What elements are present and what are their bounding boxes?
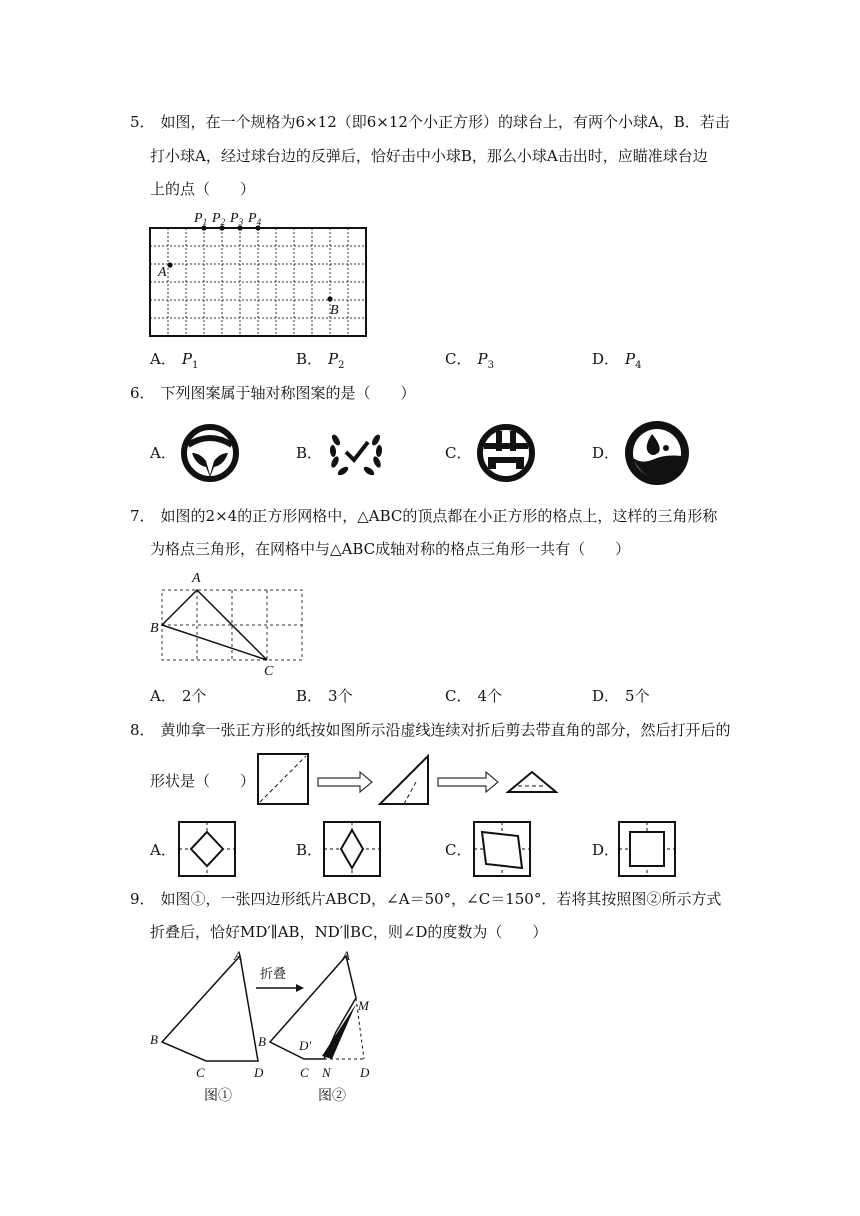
q7-number: 7． xyxy=(130,507,155,525)
q5-number: 5． xyxy=(130,113,155,131)
q6-line1 xyxy=(130,383,416,403)
q8-text-line1: 黄帅拿一张正方形的纸按如图所示沿虚线连续对折后剪去带直角的部分，然后打开后的 xyxy=(160,721,731,739)
ball-a-label: A xyxy=(158,265,167,280)
q7-line2: 为格点三角形，在网格中与△ABC成轴对称的格点三角形一共有（ ） xyxy=(150,540,631,558)
q9-fold-figure xyxy=(146,948,378,1108)
q7-option-b[interactable]: B． 3个 xyxy=(296,687,353,705)
circle-grid-logo-icon xyxy=(476,423,536,483)
q8-folding-process-figure xyxy=(256,752,560,808)
square-with-tilted-quad-icon xyxy=(472,820,532,878)
q6-option-d[interactable]: D． xyxy=(592,444,620,462)
q6-option-b[interactable]: B． xyxy=(296,444,323,462)
fig2-n-label: N xyxy=(322,1065,331,1080)
fig1-a-label: A xyxy=(234,948,242,963)
q5-option-b[interactable]: B． $P_2$ xyxy=(296,350,345,371)
q8-option-d[interactable]: D． xyxy=(592,841,620,859)
vertex-c-label: C xyxy=(264,664,274,679)
q9-number: 9． xyxy=(130,890,155,908)
fig2-d-label: D xyxy=(360,1065,370,1080)
q8-option-a[interactable]: A． xyxy=(150,841,176,859)
q5-billiard-table-figure xyxy=(150,208,370,340)
q5-line2: 打小球A，经过球台边的反弹后，恰好击中小球B，那么小球A击出时，应瞄准球台边 xyxy=(150,147,708,165)
q5-line3: 上的点（ ） xyxy=(150,180,256,198)
fig1-caption: 图① xyxy=(204,1089,232,1104)
q8-line2: 形状是（ ） xyxy=(150,772,256,790)
q9-line2: 折叠后，恰好MD′∥AB，ND′∥BC，则∠D的度数为（ ） xyxy=(150,923,548,941)
q7-option-c[interactable]: C． 4个 xyxy=(445,687,503,705)
fig1-d-label: D xyxy=(254,1065,264,1080)
q6-number: 6． xyxy=(130,384,155,402)
q5-line1 xyxy=(130,112,730,132)
vertex-b-label: B xyxy=(150,621,159,636)
water-drop-wave-icon xyxy=(622,418,692,488)
fig2-caption: 图② xyxy=(318,1089,346,1104)
fig2-c-label: C xyxy=(300,1065,309,1080)
fig1-b-label: B xyxy=(150,1032,158,1047)
square-with-rhombus-icon xyxy=(322,820,382,878)
fig2-a-label: A xyxy=(342,948,350,963)
q9-line1 xyxy=(130,889,721,909)
q7-grid-triangle-figure xyxy=(148,570,308,678)
q8-number: 8． xyxy=(130,721,155,739)
q8-option-c[interactable]: C． xyxy=(445,841,472,859)
q7-text-line1: 如图的2×4的正方形网格中，△ABC的顶点都在小正方形的格点上，这样的三角形称 xyxy=(160,507,718,525)
vertex-a-label: A xyxy=(192,571,201,586)
q7-option-d[interactable]: D． 5个 xyxy=(592,687,650,705)
ball-b-label: B xyxy=(330,303,339,318)
q8-option-b[interactable]: B． xyxy=(296,841,323,859)
fold-arrow-label: 折叠 xyxy=(260,967,287,982)
q5-option-a[interactable]: A． $P_1$ xyxy=(150,350,199,371)
q7-option-a[interactable]: A． 2个 xyxy=(150,687,207,705)
q6-text-line1: 下列图案属于轴对称图案的是（ ） xyxy=(160,384,416,402)
p3-label: $P_3$ xyxy=(230,211,244,227)
square-with-diamond-icon xyxy=(177,820,237,878)
q6-option-a[interactable]: A． xyxy=(150,444,176,462)
p4-label: $P_4$ xyxy=(248,211,262,227)
square-with-inner-square-icon xyxy=(617,820,677,878)
fig1-c-label: C xyxy=(196,1065,205,1080)
q5-option-d[interactable]: D． $P_4$ xyxy=(592,350,642,371)
q9-text-line1: 如图①，一张四边形纸片ABCD，∠A＝50°，∠C＝150°．若将其按照图②所示方式 xyxy=(160,890,722,908)
q6-option-c[interactable]: C． xyxy=(445,444,472,462)
fig2-b-label: B xyxy=(258,1034,266,1049)
fig2-d-prime-label: D′ xyxy=(299,1038,312,1053)
q8-line1 xyxy=(130,720,731,740)
q7-line1 xyxy=(130,506,717,526)
fig2-m-label: M xyxy=(358,998,369,1013)
p2-label: $P_2$ xyxy=(212,211,226,227)
badge-v-shape-icon xyxy=(178,423,242,483)
laurel-check-icon xyxy=(326,422,386,482)
q5-option-c[interactable]: C． $P_3$ xyxy=(445,350,494,371)
q5-text-line1: 如图，在一个规格为6×12（即6×12个小正方形）的球台上，有两个小球A，B．若击 xyxy=(160,113,730,131)
p1-label: $P_1$ xyxy=(194,211,208,227)
